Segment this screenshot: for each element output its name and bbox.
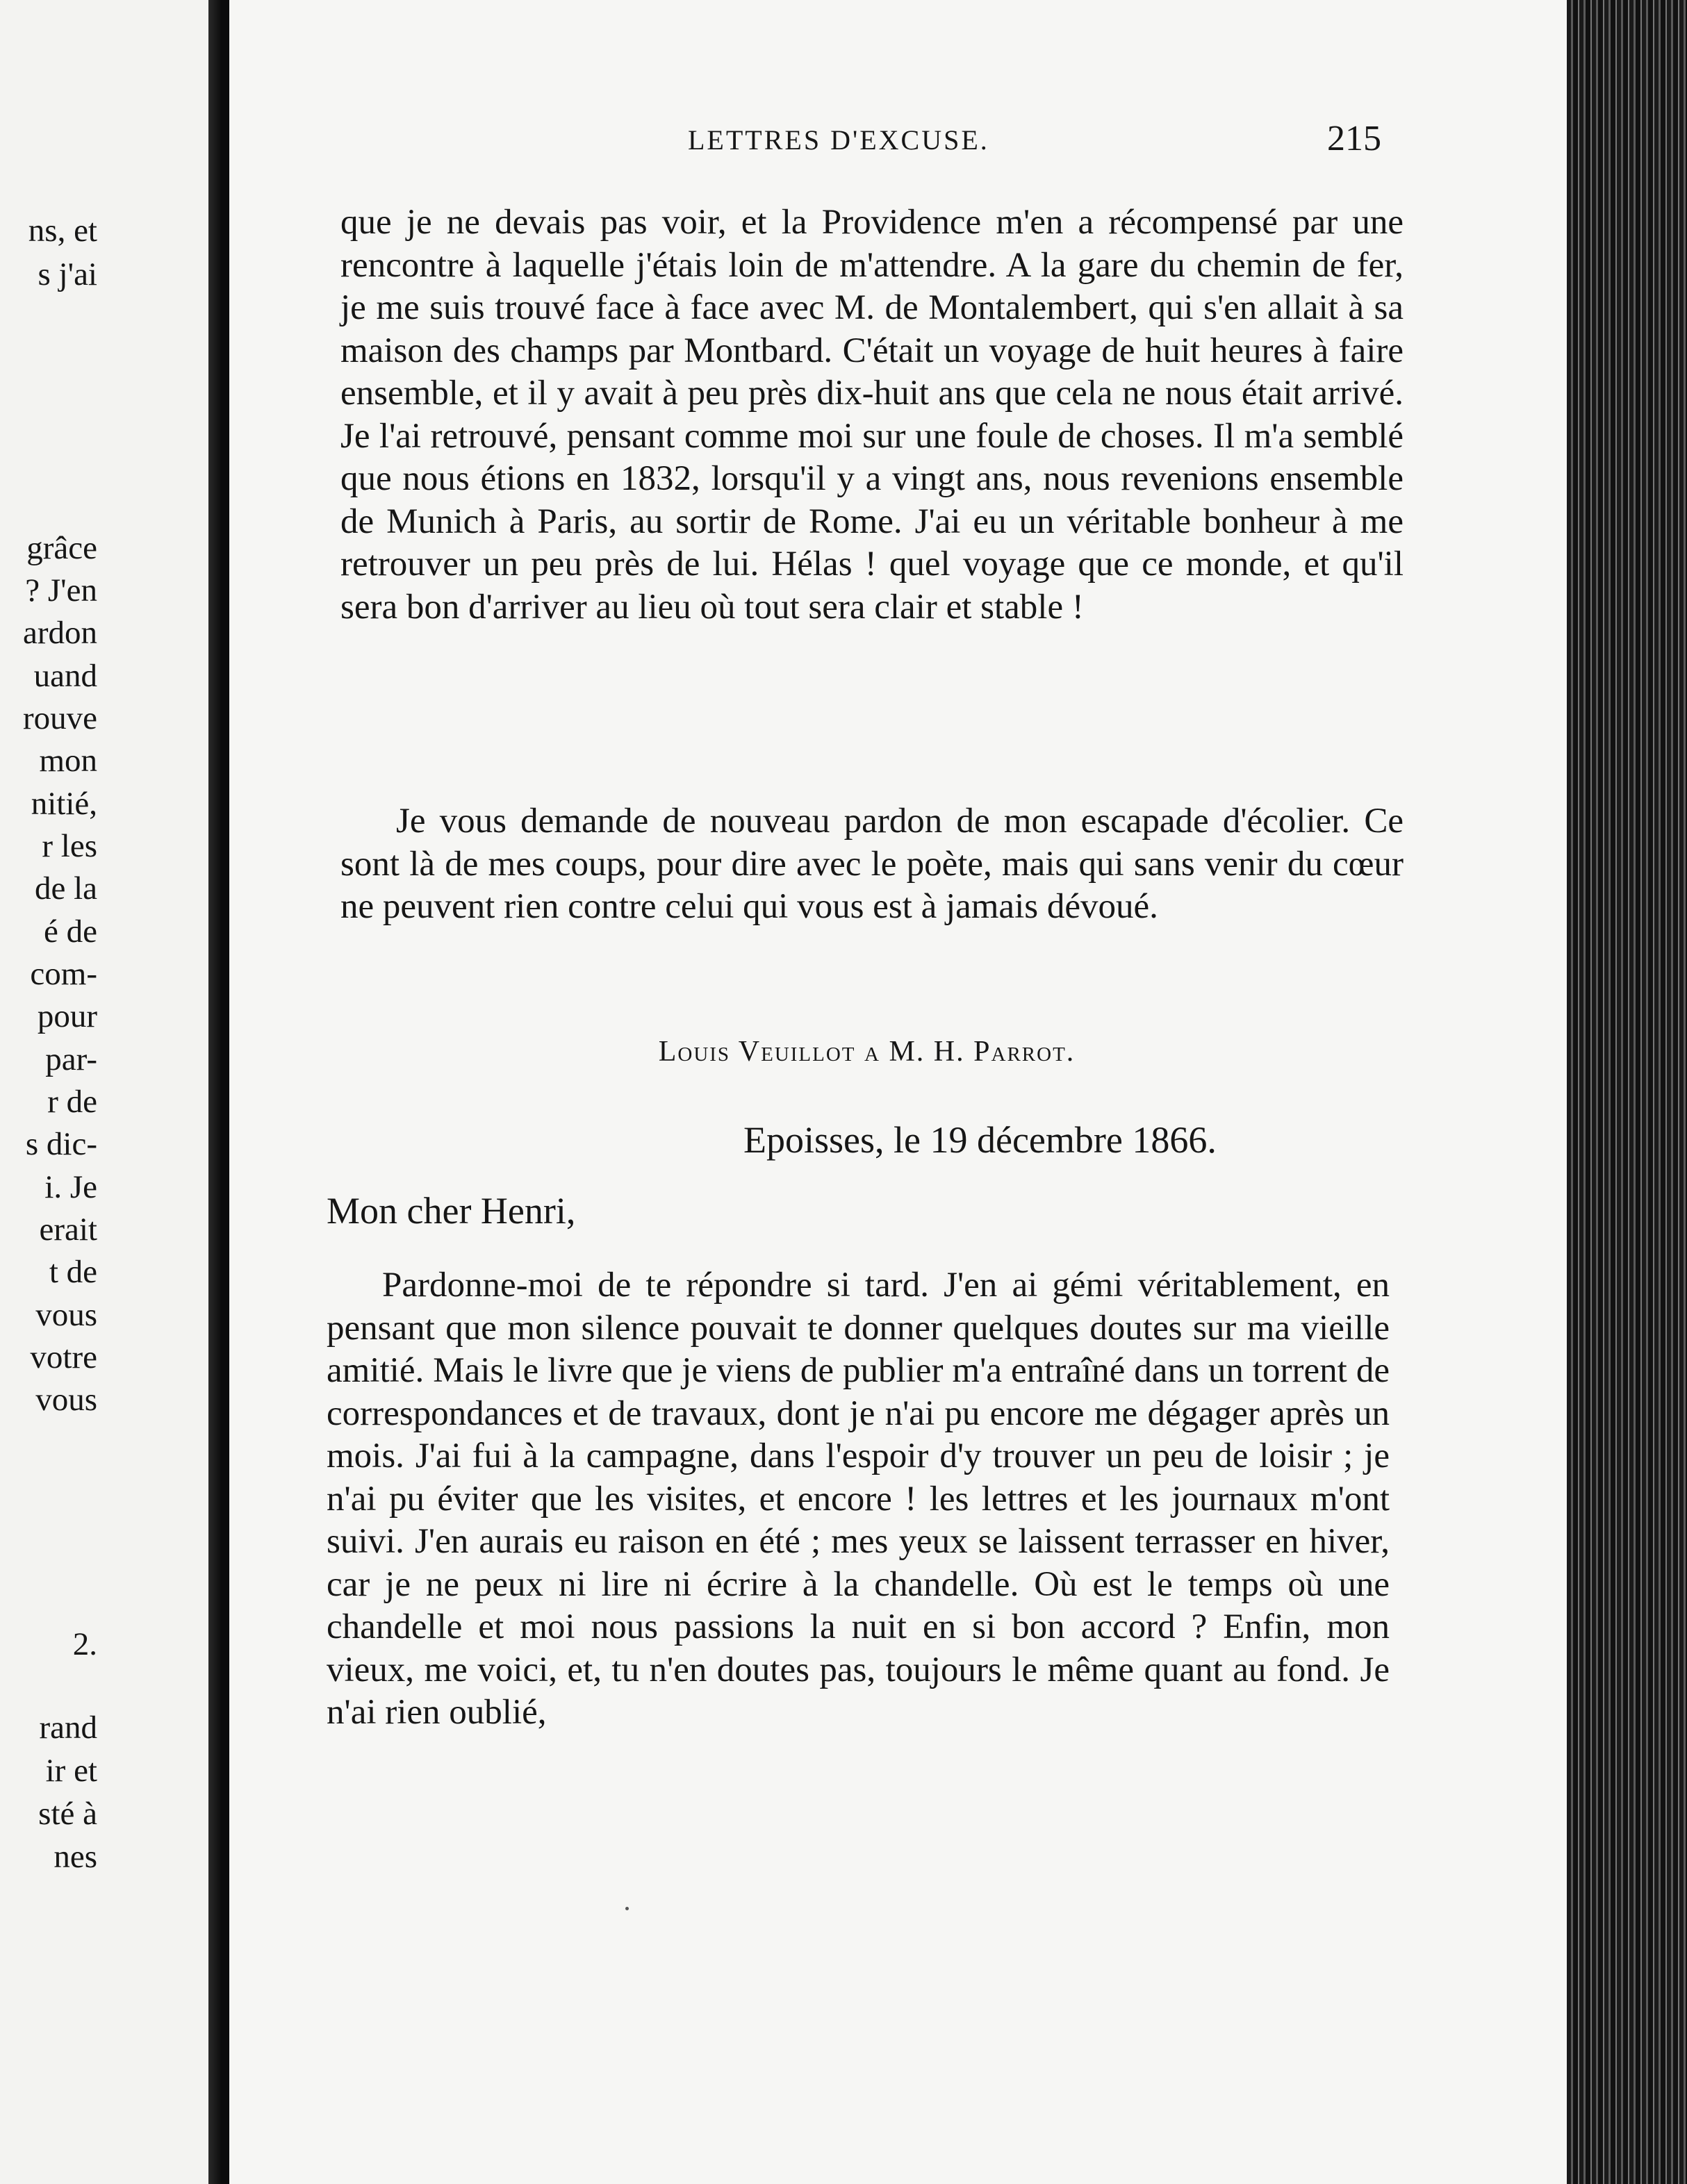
prev-page-line: rouve bbox=[22, 700, 97, 736]
book-gutter bbox=[208, 0, 222, 2184]
letter-dateline: Epoisses, le 19 décembre 1866. bbox=[743, 1119, 1217, 1161]
letter1-paragraph-2: Je vous demande de nouveau pardon de mon escapade d'écolier. Ce sont là de mes coups, pour dire avec le poète, mais qui sans venir du cœur ne peuvent rien contre celui qui vous est à jamais dévoué. bbox=[340, 802, 1404, 926]
previous-page bbox=[0, 0, 208, 2184]
prev-page-line: s dic- bbox=[25, 1126, 97, 1162]
page-number: 215 bbox=[1327, 119, 1381, 158]
prev-page-line: votre bbox=[30, 1339, 97, 1375]
prev-page-line: nitié, bbox=[31, 786, 97, 822]
prev-page-line: vous bbox=[35, 1382, 97, 1418]
prev-page-line: ns, et bbox=[28, 213, 97, 249]
running-title: LETTRES D'EXCUSE. bbox=[688, 124, 989, 156]
prev-page-line: ardon bbox=[22, 615, 97, 651]
letter-heading: Louis Veuillot a M. H. Parrot. bbox=[658, 1036, 1076, 1068]
letter1-paragraph-1: que je ne devais pas voir, et la Providence m'en a récompensé par une rencontre à laquelle j'étais loin de m'attendre. A la gare du chemin de fer, je me suis trouvé face à face avec M. de Montalembert, qui s'en allait à sa maison des champs par Montbard. C'était un voyage de huit heures à faire ensemble, et il y avait à peu près dix-huit ans que cela ne nous était arrivé. Je l'ai retrouvé, pensant comme moi sur une foule de choses. Il m'a semblé que nous étions en 1832, lorsqu'il y a vingt ans, nous revenions ensemble de Munich à Paris, au sortir de Rome. J'ai eu un véritable bonheur à me retrouver un peu près de lui. Hélas ! quel voyage que ce monde, et qu'il sera bon d'arriver au lieu où tout sera clair et stable ! bbox=[340, 203, 1404, 627]
prev-page-line: i. Je bbox=[44, 1169, 97, 1205]
prev-page-line: t de bbox=[49, 1254, 97, 1290]
prev-page-line: par- bbox=[45, 1041, 97, 1077]
prev-page-line: com- bbox=[30, 956, 97, 992]
prev-page-line: grâce bbox=[26, 530, 97, 566]
page-header bbox=[229, 118, 1567, 167]
prev-page-line: ir et bbox=[45, 1753, 97, 1789]
prev-page-line: é de bbox=[44, 913, 97, 950]
prev-page-line: r les bbox=[42, 828, 97, 864]
prev-page-line: pour bbox=[37, 998, 97, 1034]
letter-salutation: Mon cher Henri, bbox=[327, 1190, 576, 1232]
prev-page-line: erait bbox=[39, 1211, 97, 1248]
prev-page-line: rand bbox=[39, 1710, 97, 1746]
prev-page-line: ? J'en bbox=[25, 572, 97, 609]
prev-page-line: 2. bbox=[72, 1626, 97, 1662]
prev-page-line: mon bbox=[39, 743, 97, 779]
letter2-paragraph-1: Pardonne-moi de te répondre si tard. J'en ai gémi véritablement, en pensant que mon silence pouvait te donner quelques doutes sur ma vieille amitié. Mais le livre que je viens de publier m'a entraîné dans un torrent de correspondances et de travaux, dont je n'ai pu encore me dégager après un mois. J'ai fui à la campagne, dans l'espoir d'y trouver un peu de loisir ; je n'ai pu éviter que les visites, et encore ! les lettres et les journaux m'ont suivi. J'en aurais eu raison en été ; mes yeux se laissent terrasser en hiver, car je ne peux ni lire ni écrire à la chandelle. Où est le temps où une chandelle et moi nous passions la nuit en si bon accord ? Enfin, mon vieux, me voici, et, tu n'en doutes pas, toujours le même quant au fond. Je n'ai rien oublié, bbox=[327, 1266, 1390, 1732]
prev-page-line: s j'ai bbox=[38, 256, 97, 292]
prev-page-line: de la bbox=[34, 870, 97, 907]
prev-page-line: sté à bbox=[38, 1796, 97, 1832]
prev-page-line: vous bbox=[35, 1297, 97, 1333]
prev-page-line: r de bbox=[47, 1084, 97, 1120]
paper-speck bbox=[625, 1907, 629, 1910]
prev-page-line: nes bbox=[54, 1839, 97, 1875]
page-edges bbox=[1567, 0, 1687, 2184]
prev-page-line: uand bbox=[33, 658, 97, 694]
book-page bbox=[229, 0, 1567, 2184]
